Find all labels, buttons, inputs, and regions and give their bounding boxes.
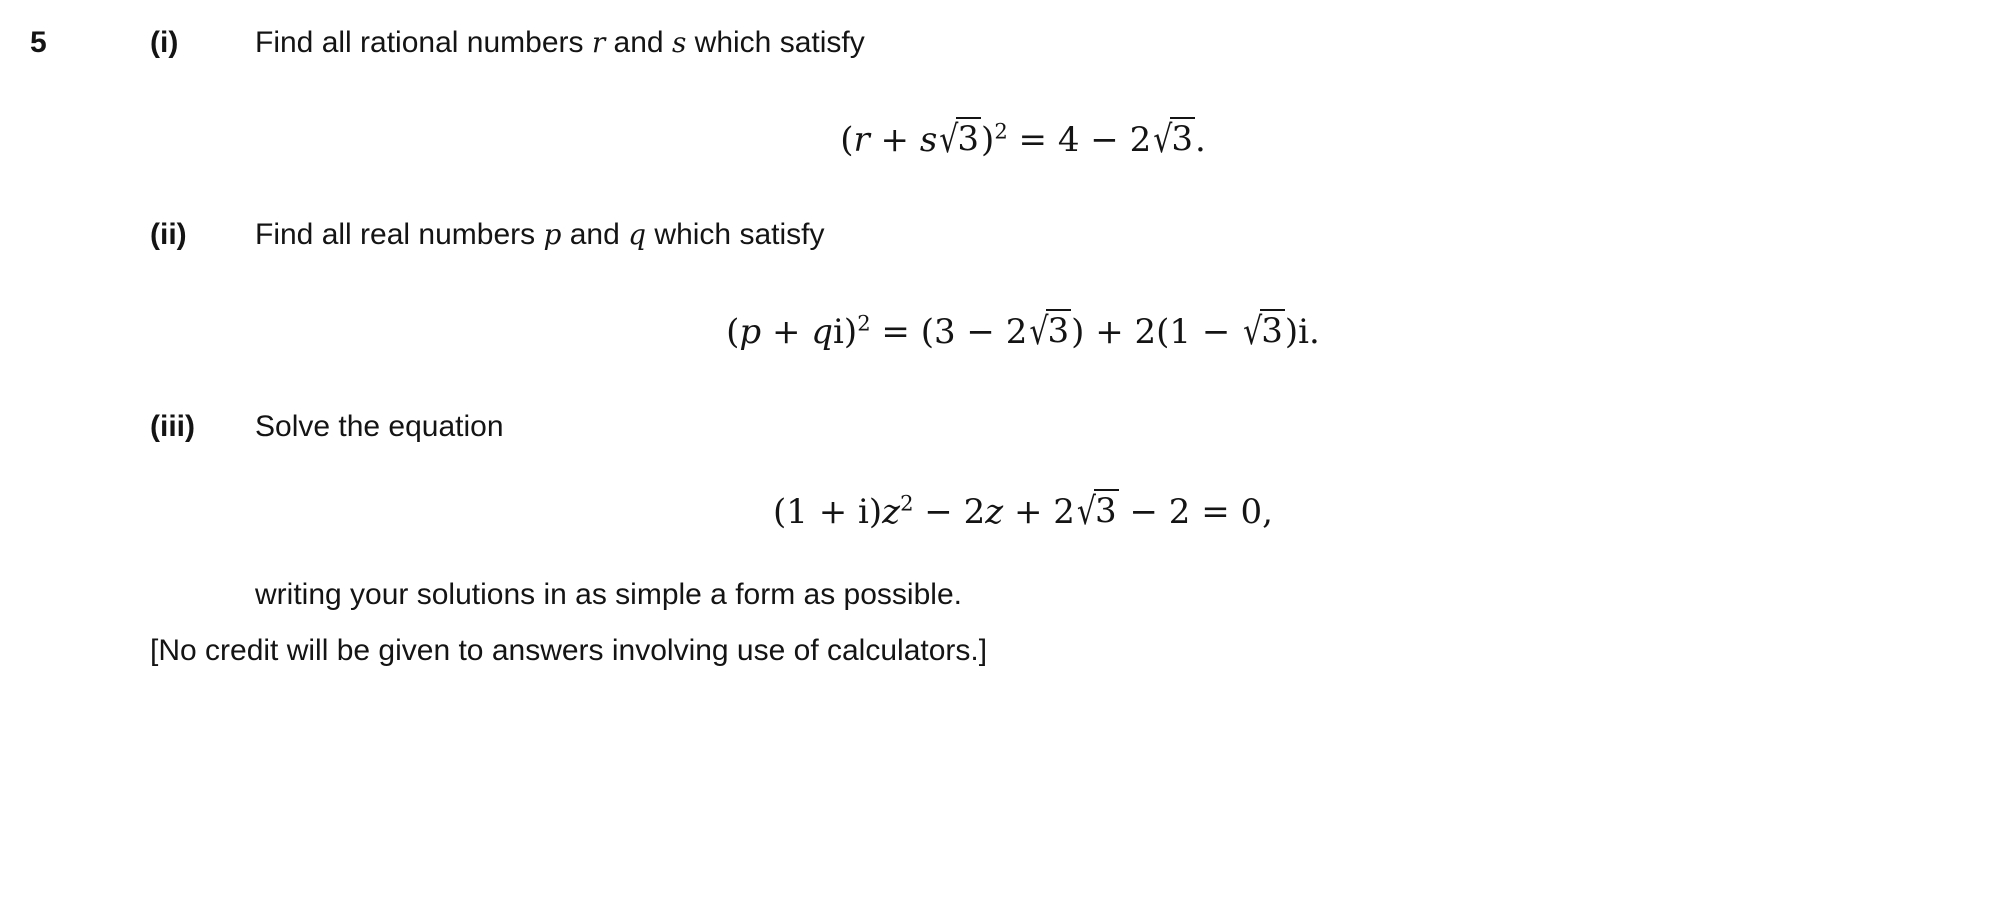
question-parts	[150, 26, 2001, 668]
equation-iii: $(1 + i)z^2 - 2z + 2√3 - 2 = 0$,	[773, 490, 1273, 535]
part-i-var-r: r	[591, 26, 606, 59]
part-label-ii: (ii)	[150, 218, 187, 251]
part-i-lead-before: Find all rational numbers	[255, 26, 592, 59]
part-i-var-s: s	[671, 26, 687, 59]
closing-line-2: [No credit will be given to answers involving use of calculators.]	[150, 634, 988, 667]
question-part-ii	[150, 218, 2001, 355]
part-iii-lead-before: Solve the equation	[255, 410, 504, 443]
part-text-i	[255, 26, 2001, 60]
part-ii-lead-mid: and	[561, 218, 629, 251]
question-part-iii	[150, 410, 2001, 535]
part-ii-var-p: p	[543, 218, 562, 251]
equation-i: $(r + s√3)^2 = 4 - 2√3$.	[840, 118, 1206, 163]
part-text-iii	[255, 410, 2001, 444]
equation-ii: (p + qi)$^2$ = (3 − 2√3) + 2(1 − √3)i.	[726, 310, 1320, 355]
part-i-lead-after: which satisfy	[686, 26, 865, 59]
part-label-i: (i)	[150, 26, 179, 59]
closing-line-1: writing your solutions in as simple a form as possible.	[255, 578, 962, 611]
part-ii-lead-before: Find all real numbers	[255, 218, 544, 251]
question-block	[0, 26, 2001, 668]
part-text-ii	[255, 218, 2001, 252]
part-ii-lead-after: which satisfy	[646, 218, 825, 251]
question-part-i	[150, 26, 2001, 163]
part-label-iii: (iii)	[150, 410, 195, 443]
question-number: 5	[30, 26, 47, 59]
part-i-lead-mid: and	[605, 26, 672, 59]
part-ii-var-q: q	[628, 218, 647, 251]
